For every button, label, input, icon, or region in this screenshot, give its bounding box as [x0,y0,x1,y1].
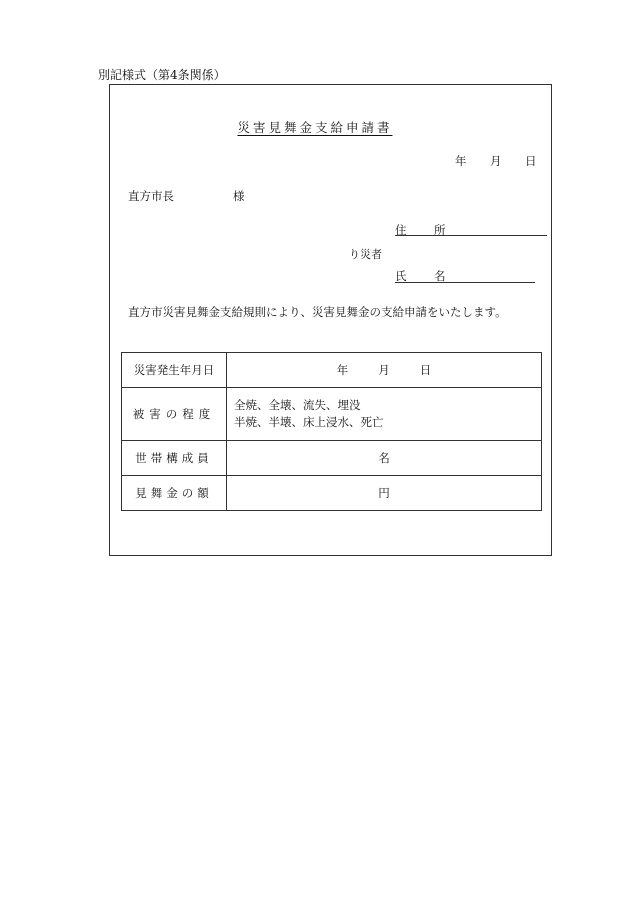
form-title: 災害見舞金支給申請書 [237,120,393,135]
disaster-date-value[interactable] [227,353,542,388]
name-line[interactable] [395,282,535,283]
date-month: 月 [490,154,502,168]
disaster-date-month: 月 [378,363,390,377]
address-label: 住 所 [395,223,454,237]
table-row [122,353,542,388]
name-label: 氏 名 [395,269,454,283]
table-row [122,388,542,441]
disaster-date-label: 災害発生年月日 [122,353,227,388]
damage-options-line1: 全焼、全壊、流失、埋没 [234,398,361,412]
form-label: 別記様式（第4条関係） [98,68,226,82]
table-row [122,476,542,511]
household-members-value[interactable]: 名 [227,441,542,476]
damage-options-line2: 半焼、半壊、床上浸水、死亡 [234,415,384,429]
body-text: 直方市災害見舞金支給規則により、災害見舞金の支給申請をいたします。 [128,305,507,319]
date-year: 年 [455,154,467,168]
address-line[interactable] [395,235,547,236]
addressee-honorific: 様 [233,189,245,203]
table-row [122,441,542,476]
date-day: 日 [525,154,537,168]
disaster-date-year: 年 [336,363,349,377]
disaster-date-day: 日 [419,363,432,377]
sufferer-label: り災者 [349,248,382,261]
info-table [121,352,542,511]
payment-amount-label: 見舞金の額 [122,476,227,511]
household-members-label: 世帯構成員 [122,441,227,476]
payment-amount-value[interactable]: 円 [227,476,542,511]
damage-extent-value[interactable] [227,388,542,441]
damage-extent-label: 被害の程度 [122,388,227,441]
addressee-name: 直方市長 [128,189,174,203]
